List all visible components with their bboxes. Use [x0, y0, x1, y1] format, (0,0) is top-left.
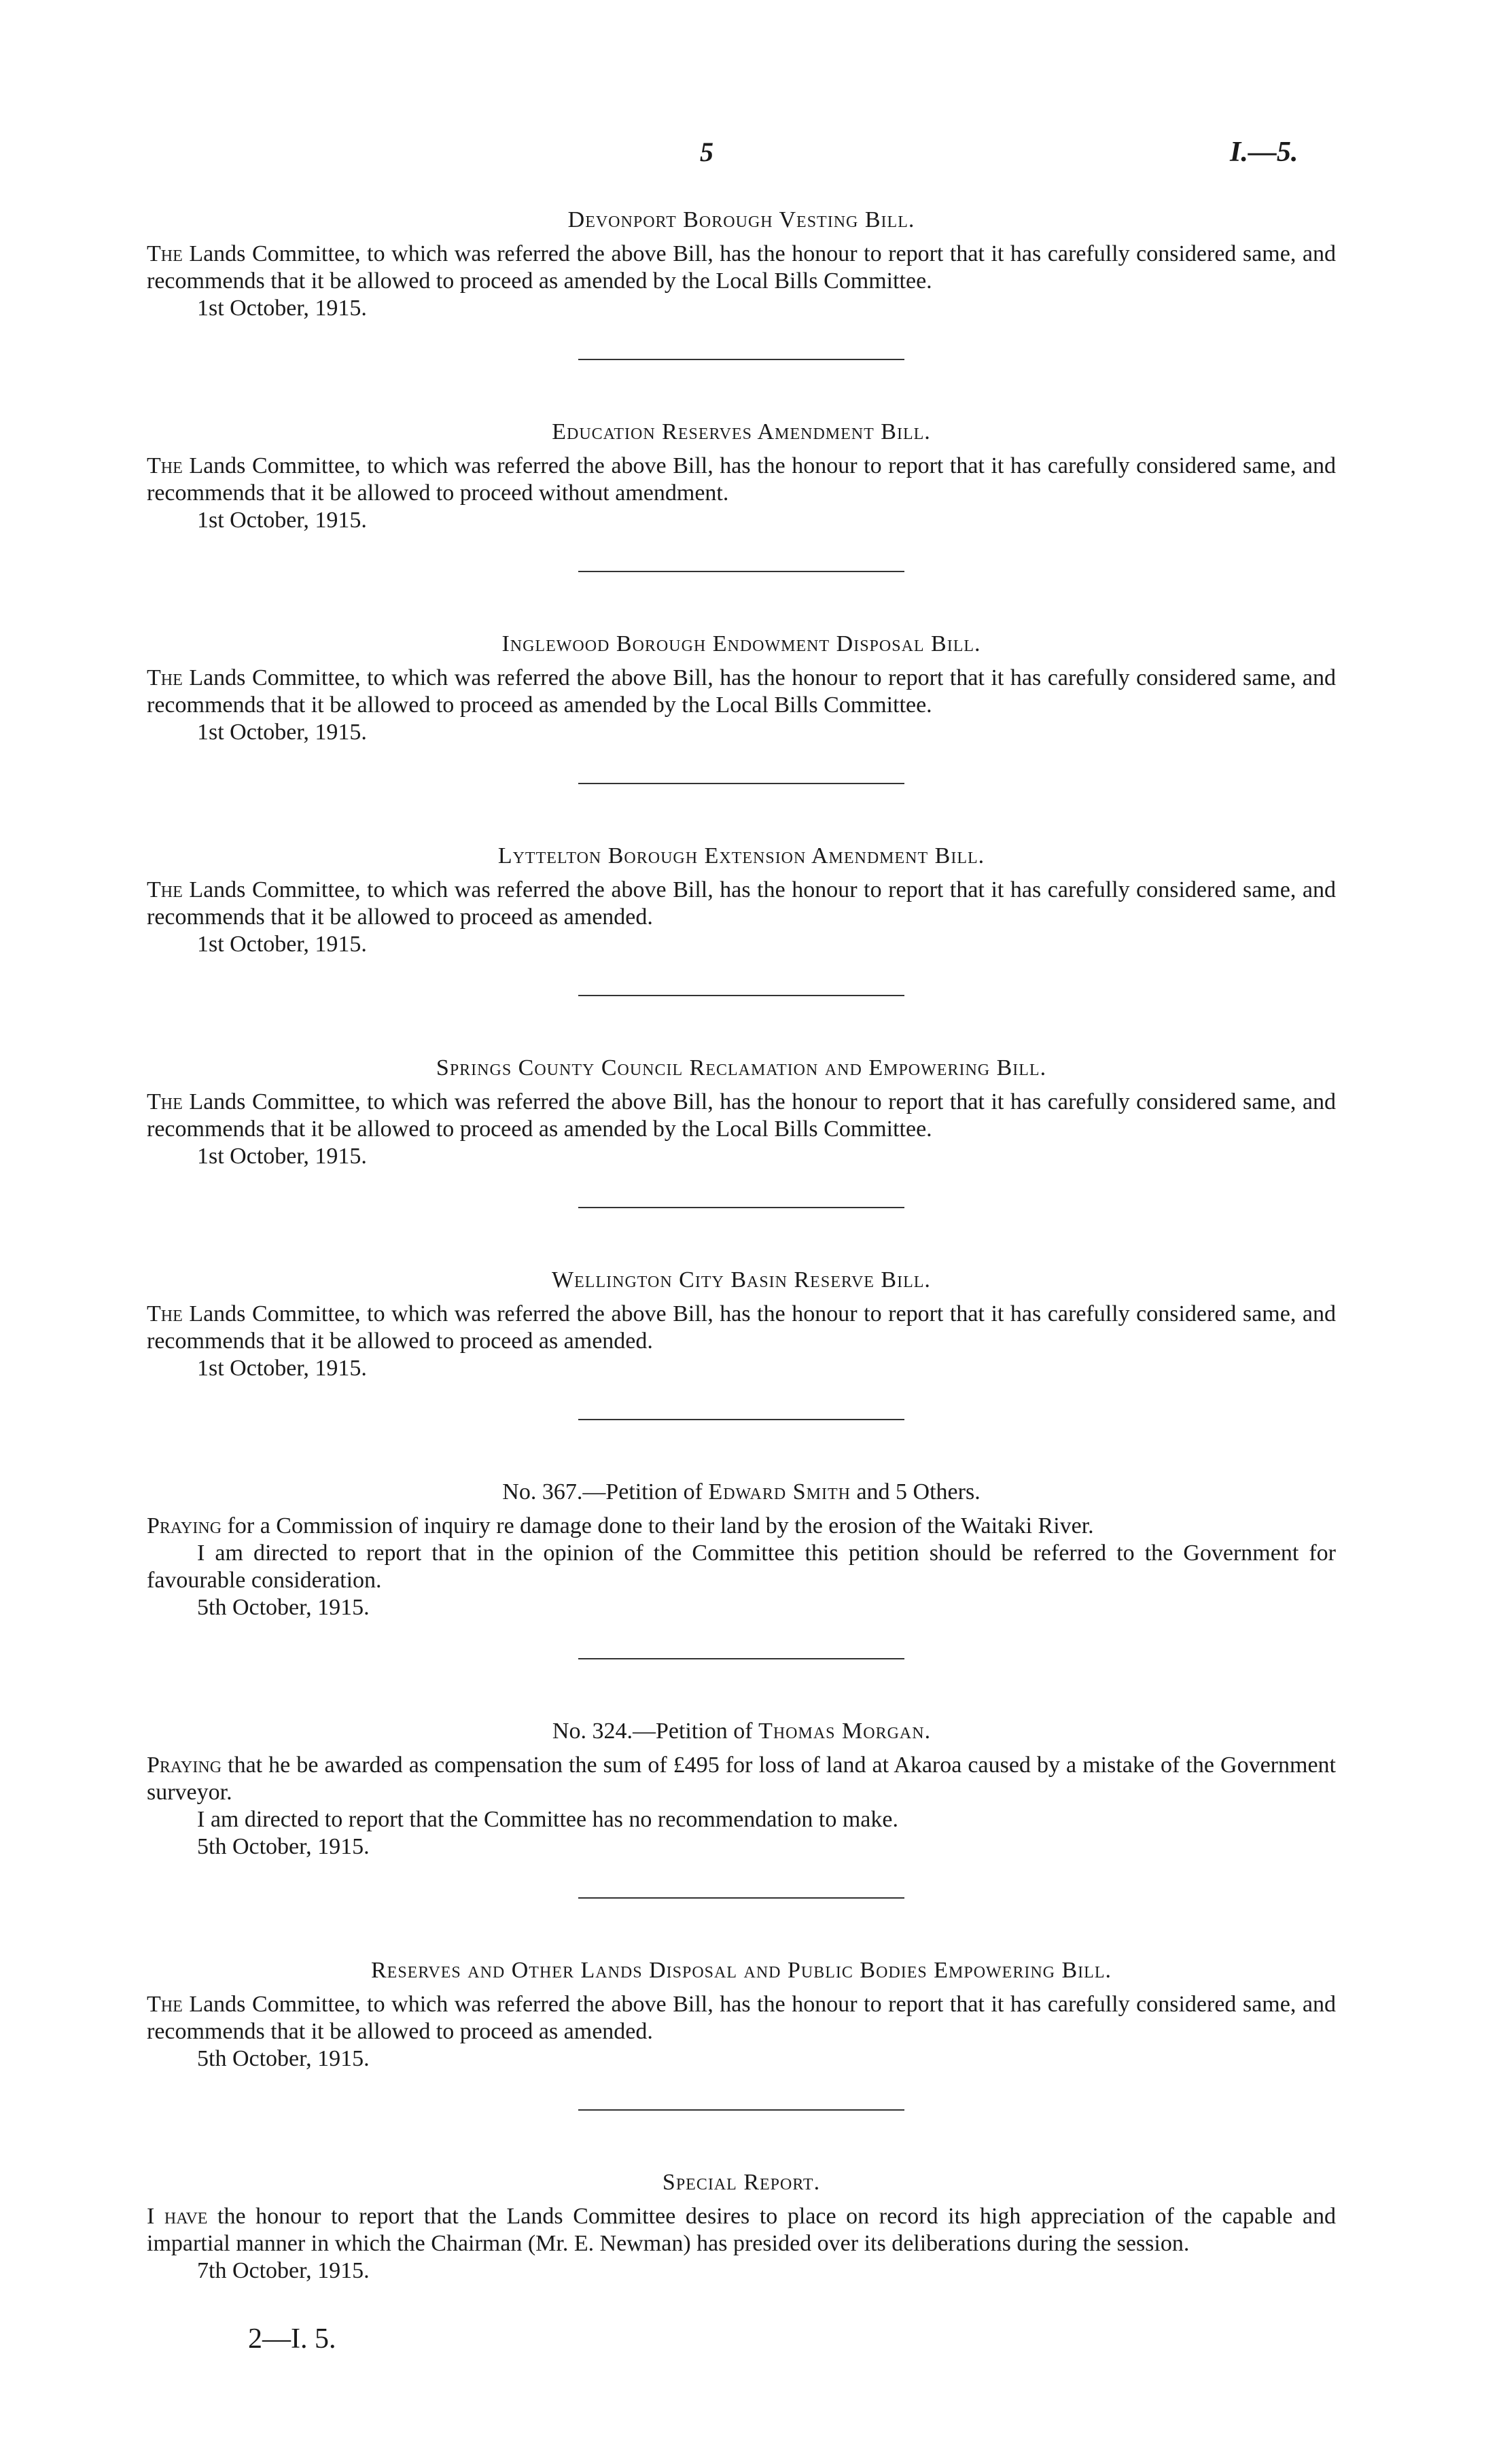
section-paragraph — [147, 1089, 1336, 1143]
section-paragraph — [147, 665, 1336, 719]
petition-number: No. 324.—Petition of — [552, 1719, 759, 1744]
lead-word: The — [147, 241, 183, 266]
paragraph-text: Lands Committee, to which was referred the above Bill, has the honour to report that it has carefully considered same, and recommends that it be allowed to proceed as amended by the Local Bills Committee. — [147, 1089, 1336, 1142]
petition-prayer — [147, 1513, 1336, 1540]
section-date: 1st October, 1915. — [197, 296, 367, 321]
section-heading: Springs County Council Reclamation and Empowering Bill. — [436, 1055, 1047, 1080]
section-paragraph — [147, 453, 1336, 507]
section-divider — [578, 1419, 904, 1420]
education-reserves-section — [147, 419, 1336, 534]
section-paragraph — [147, 877, 1336, 931]
petition-heading — [147, 1718, 1336, 1745]
lead-word: The — [147, 453, 183, 478]
petition-prayer — [147, 1752, 1336, 1806]
signature-mark: 2—I. 5. — [248, 2323, 336, 2355]
petition-367-section — [147, 1479, 1336, 1621]
section-date: 5th October, 1915. — [197, 2046, 370, 2071]
section-heading: Devonport Borough Vesting Bill. — [567, 207, 915, 232]
section-paragraph — [147, 1301, 1336, 1355]
petition-324-section — [147, 1718, 1336, 1861]
section-heading: Lyttelton Borough Extension Amendment Bill. — [497, 843, 985, 868]
section-paragraph — [147, 241, 1336, 295]
lead-word: The — [147, 877, 183, 902]
section-paragraph — [147, 2203, 1336, 2257]
section-date: 1st October, 1915. — [197, 508, 367, 533]
document-reference: I.—5. — [1230, 137, 1299, 168]
paragraph-text: Lands Committee, to which was referred the above Bill, has the honour to report that it has carefully considered same, and recommends that it be allowed to proceed without amendment. — [147, 453, 1336, 506]
section-date: 1st October, 1915. — [197, 932, 367, 957]
reserves-bill-section — [147, 1957, 1336, 2073]
section-divider — [578, 1207, 904, 1208]
lead-word: The — [147, 1992, 183, 2017]
section-heading: Wellington City Basin Reserve Bill. — [552, 1267, 931, 1292]
committee-report: I am directed to report that in the opinion of the Committee this petition should be referred to the Government for favourable consideration. — [147, 1541, 1336, 1593]
section-paragraph — [147, 1991, 1336, 2045]
devonport-bill-section — [147, 207, 1336, 322]
petitioner-name: Thomas Morgan — [758, 1719, 925, 1744]
section-heading: Special Report. — [662, 2170, 821, 2195]
section-date: 1st October, 1915. — [197, 1356, 367, 1381]
section-divider — [578, 1658, 904, 1659]
section-heading: Reserves and Other Lands Disposal and Public Bodies Empowering Bill. — [370, 1958, 1112, 1983]
page-number: 5 — [700, 137, 713, 167]
section-date: 7th October, 1915. — [197, 2258, 370, 2283]
section-divider — [578, 571, 904, 572]
petitioner-name: Edward Smith — [708, 1479, 851, 1504]
section-date: 1st October, 1915. — [197, 720, 367, 745]
paragraph-text: the honour to report that the Lands Committee desires to place on record its high appreciation of the capable and impartial manner in which the Chairman (Mr. E. Newman) has presided over its deliberations during the session. — [147, 2204, 1336, 2256]
paragraph-text: Lands Committee, to which was referred the above Bill, has the honour to report that it has carefully considered same, and recommends that it be allowed to proceed as amended. — [147, 1301, 1336, 1354]
section-divider — [578, 359, 904, 360]
lead-word: The — [147, 1301, 183, 1326]
paragraph-text: Lands Committee, to which was referred the above Bill, has the honour to report that it has carefully considered same, and recommends that it be allowed to proceed as amended. — [147, 877, 1336, 930]
paragraph-text: that he be awarded as compensation the sum of £495 for loss of land at Akaroa caused by a mistake of the Government surveyor. — [147, 1753, 1336, 1805]
petition-suffix: and 5 Others. — [850, 1479, 981, 1504]
wellington-basin-section — [147, 1267, 1336, 1382]
section-divider — [578, 1897, 904, 1899]
petition-suffix: . — [924, 1719, 931, 1744]
paragraph-text: for a Commission of inquiry re damage done to their land by the erosion of the Waitaki River. — [222, 1513, 1094, 1538]
petition-heading — [147, 1479, 1336, 1506]
special-report-section — [147, 2169, 1336, 2285]
lead-word: The — [147, 1089, 183, 1114]
paragraph-text: Lands Committee, to which was referred the above Bill, has the honour to report that it has carefully considered same, and recommends that it be allowed to proceed as amended by the Local Bills Committee. — [147, 241, 1336, 294]
committee-report: I am directed to report that the Committee has no recommendation to make. — [197, 1807, 898, 1832]
section-date: 5th October, 1915. — [197, 1834, 370, 1859]
lyttelton-bill-section — [147, 843, 1336, 958]
lead-word: Praying — [147, 1513, 222, 1538]
document-body — [147, 207, 1336, 2285]
springs-county-section — [147, 1055, 1336, 1170]
section-heading: Inglewood Borough Endowment Disposal Bill. — [501, 631, 981, 656]
section-heading: Education Reserves Amendment Bill. — [552, 419, 931, 444]
lead-word: I have — [147, 2204, 208, 2229]
paragraph-text: Lands Committee, to which was referred the above Bill, has the honour to report that it has carefully considered same, and recommends that it be allowed to proceed as amended. — [147, 1992, 1336, 2044]
lead-word: Praying — [147, 1753, 222, 1778]
page-header — [0, 136, 1501, 177]
section-divider — [578, 783, 904, 784]
inglewood-bill-section — [147, 631, 1336, 746]
section-date: 5th October, 1915. — [197, 1595, 370, 1620]
lead-word: The — [147, 665, 183, 690]
section-date: 1st October, 1915. — [197, 1144, 367, 1169]
section-divider — [578, 2109, 904, 2111]
paragraph-text: Lands Committee, to which was referred the above Bill, has the honour to report that it has carefully considered same, and recommends that it be allowed to proceed as amended by the Local Bills Committee. — [147, 665, 1336, 718]
petition-number: No. 367.—Petition of — [502, 1479, 709, 1504]
section-divider — [578, 995, 904, 996]
